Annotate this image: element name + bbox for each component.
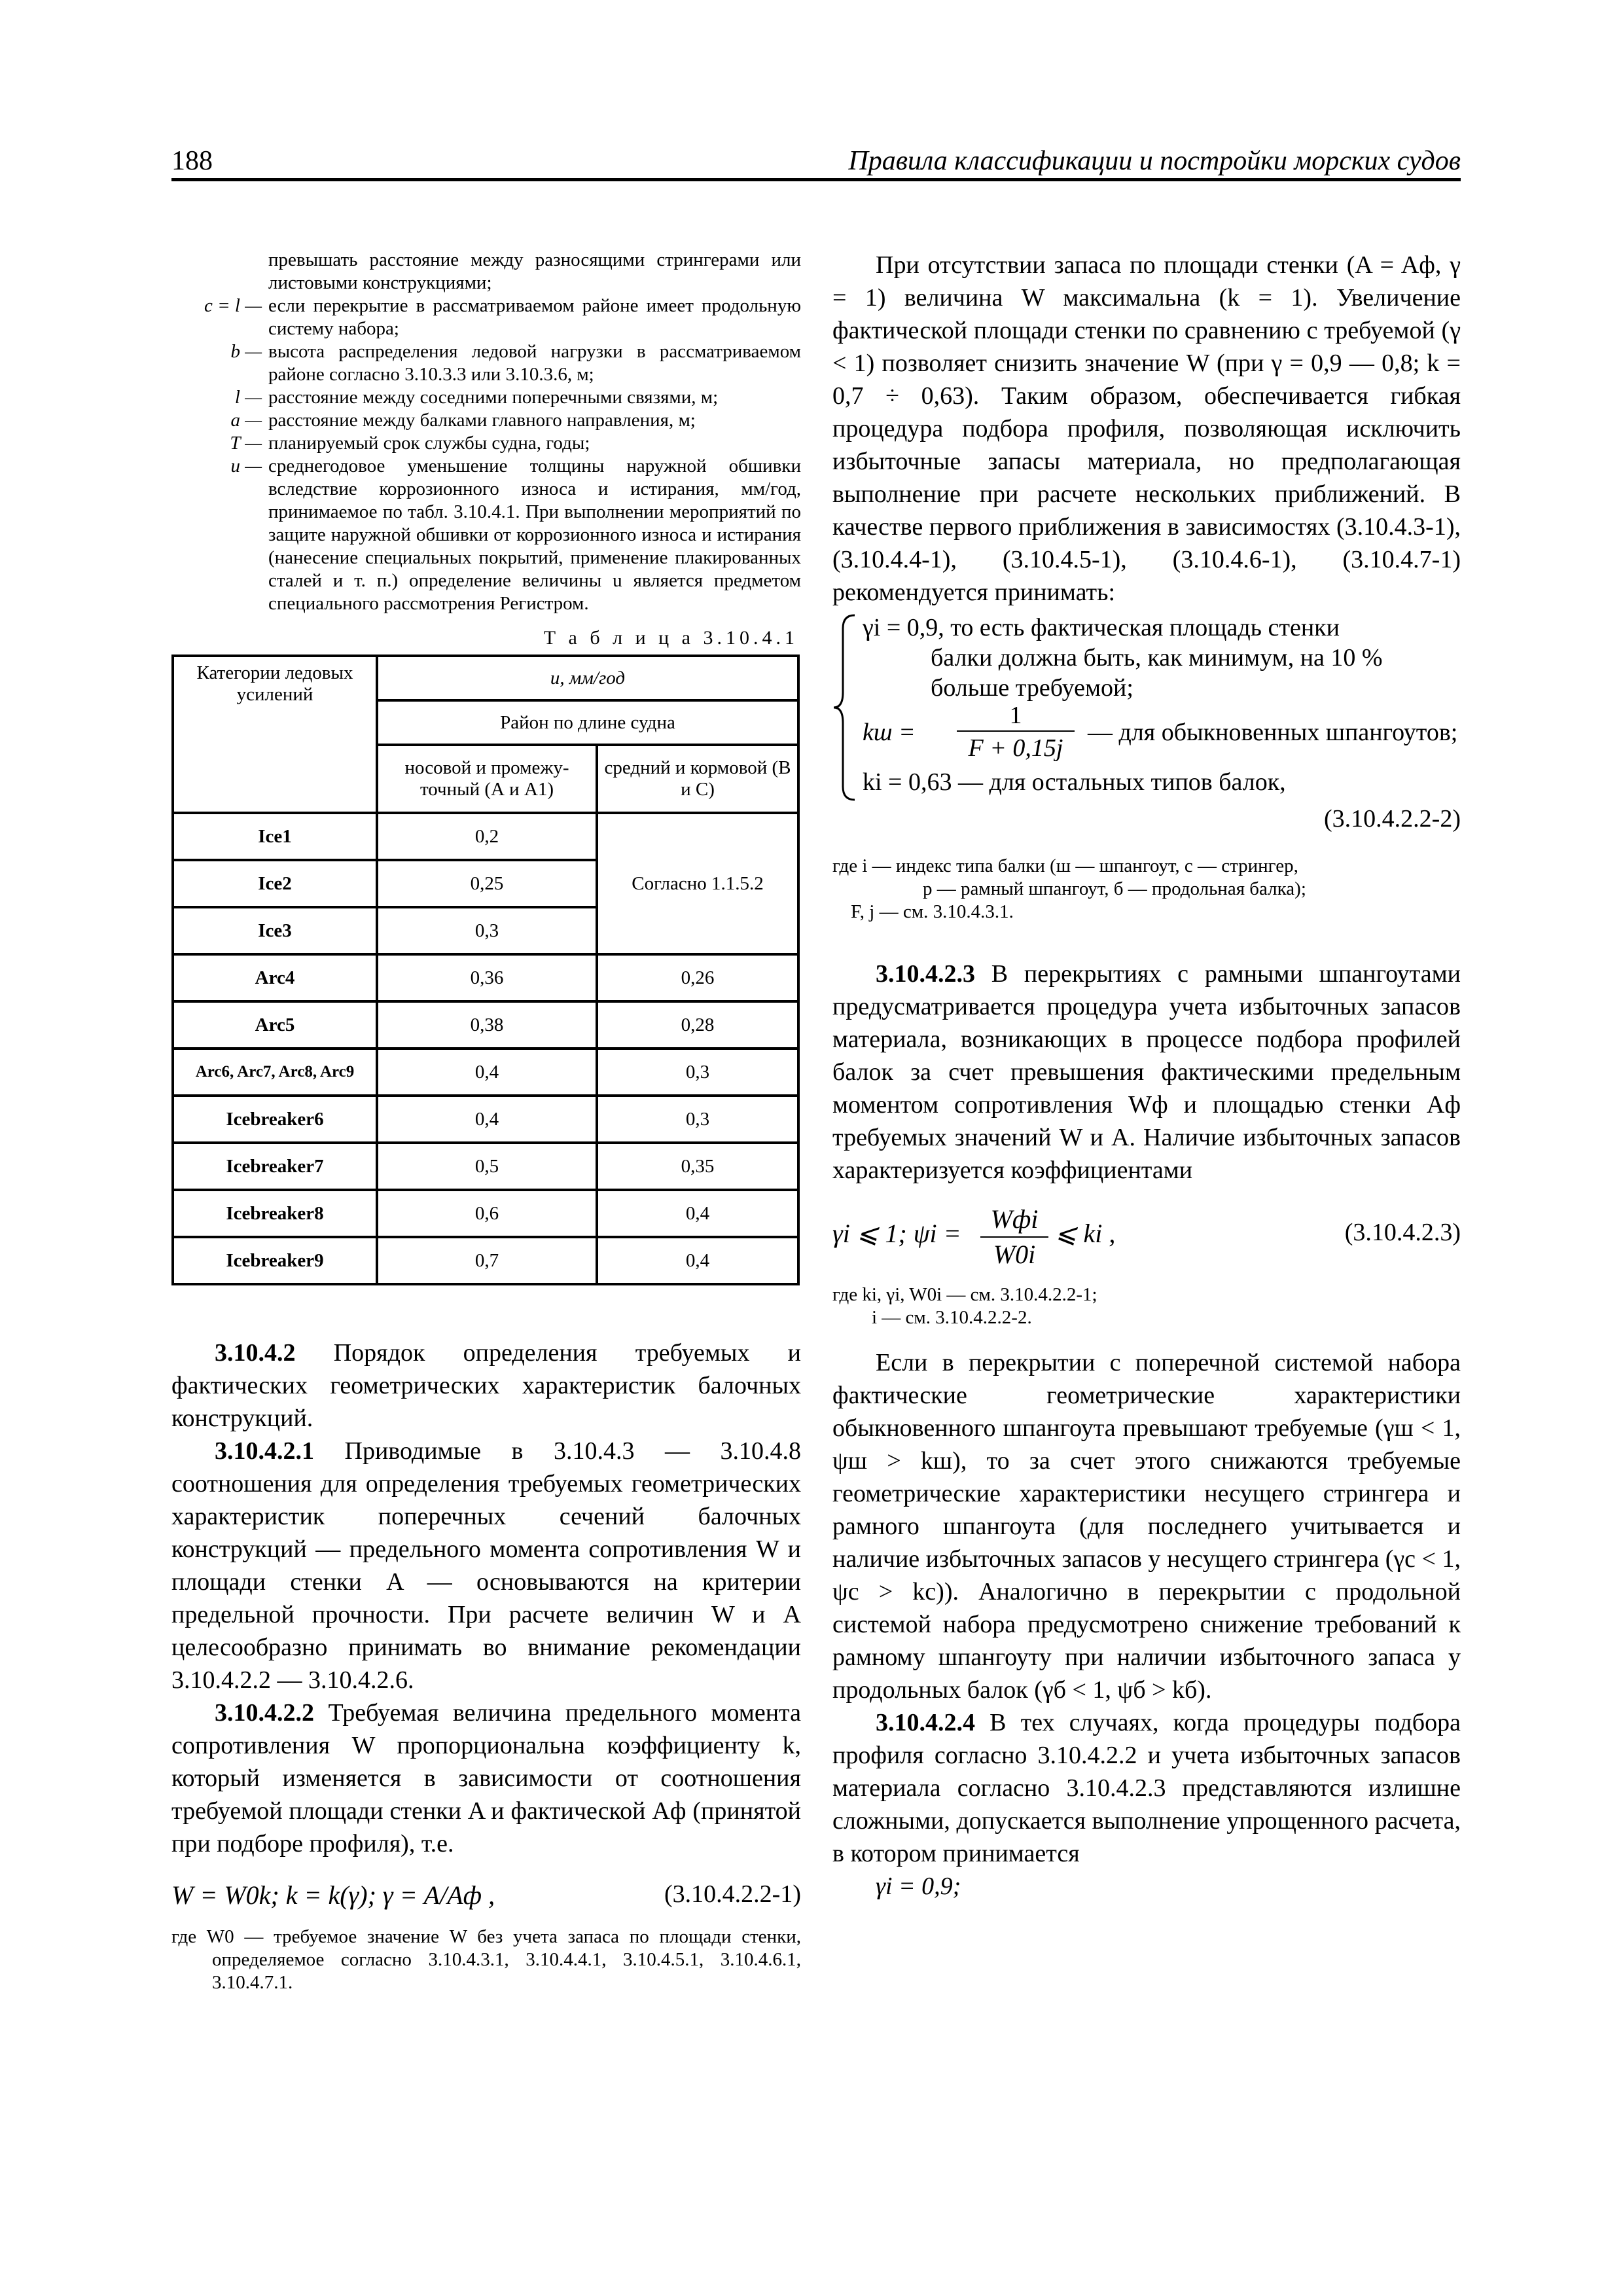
bow-value-cell: 0,5	[377, 1143, 597, 1190]
table-row	[173, 1001, 798, 1049]
paragraph-3-10-4-2-2	[171, 1696, 801, 1860]
gamma-line-3: больше требуемой;	[931, 674, 1133, 702]
k-frame-denominator: F + 0,15j	[968, 734, 1063, 762]
category-cell: Icebreaker8	[173, 1190, 377, 1237]
header-rule	[171, 178, 1461, 181]
clause-number: 3.10.4.2.3	[876, 960, 975, 988]
definition-item	[171, 340, 801, 386]
clause-number: 3.10.4.2.1	[215, 1437, 314, 1465]
left-column	[171, 249, 801, 1994]
aft-value-cell: 0,4	[597, 1190, 798, 1237]
category-cell: Arc4	[173, 954, 377, 1001]
definition-text: расстояние между соседними поперечными связями, м;	[268, 387, 719, 408]
where-i: i — см. 3.10.4.2.2-2.	[872, 1307, 1032, 1328]
category-cell: Ice1	[173, 813, 377, 860]
fraction-bar	[957, 730, 1075, 732]
aft-value-cell: 0,4	[597, 1237, 798, 1284]
table-caption: Т а б л и ц а 3.10.4.1	[543, 627, 798, 649]
bow-value-cell: 0,2	[377, 813, 597, 860]
header-aft: средний и кормовой (В и С)	[597, 745, 798, 813]
table-row	[173, 1143, 798, 1190]
running-title: Правила классификации и постройки морских судов	[848, 146, 1461, 176]
bow-value-cell: 0,36	[377, 954, 597, 1001]
formula-text: W = W0k; k = k(γ); γ = A/Aф ,	[171, 1880, 495, 1910]
where-coefficients: где ki, γi, W0i — см. 3.10.4.2.2-1;	[832, 1284, 1097, 1305]
definition-symbol: T —	[230, 433, 262, 454]
fraction-bar	[980, 1236, 1048, 1238]
k-frame-lhs: kш =	[863, 719, 916, 746]
paragraph-3-10-4-2-3	[832, 958, 1461, 1187]
definition-symbol: l —	[234, 387, 262, 408]
k-frame-description: — для обыкновенных шпангоутов;	[1088, 719, 1458, 746]
header-region: Район по длине судна	[377, 700, 798, 745]
formula-rhs: ⩽ ki ,	[1055, 1219, 1116, 1248]
paragraph-3-10-4-2-1	[171, 1435, 801, 1696]
definition-symbol: c = l —	[204, 295, 262, 316]
category-cell: Arc5	[173, 1001, 377, 1049]
formula-number: (3.10.4.2.2-1)	[664, 1880, 801, 1908]
recommended-values-system	[832, 613, 1461, 802]
definition-symbol: a —	[230, 410, 262, 431]
aft-value-cell: 0,26	[597, 954, 798, 1001]
aft-value-cell: 0,35	[597, 1143, 798, 1190]
formula-3-10-4-2-3	[832, 1204, 1461, 1276]
k-frame-numerator: 1	[1009, 702, 1022, 729]
bow-value-cell: 0,7	[377, 1237, 597, 1284]
table-row	[173, 1049, 798, 1096]
aft-value-cell: 0,3	[597, 1096, 798, 1143]
definition-item	[171, 386, 801, 409]
definition-text: среднегодовое уменьшение толщины наружной обшивки вследствие коррозионного износа и истирания, мм/год, принимаемое по табл. 3.10.4.1. При выполнении мероприятий по защите наружной обшивки от коррозионного износа и истирания (нанесение специальных покрытий, применение плакированных сталей и т. п.) определение величины u является предметом специального рассмотрения Регистром.	[268, 456, 801, 614]
formula-3-10-4-2-2-1	[171, 1880, 801, 1926]
formula-numerator: Wфi	[990, 1204, 1039, 1234]
clause-number: 3.10.4.2.2	[215, 1699, 314, 1727]
definition-text: высота распределения ледовой нагрузки в рассматриваемом районе согласно 3.10.3.3 или 3.10.3.6, м;	[268, 341, 801, 385]
category-cell: Icebreaker7	[173, 1143, 377, 1190]
aft-value-cell: 0,3	[597, 1049, 798, 1096]
clause-text: В перекрытиях с рамными шпангоутами предусматривается процедура учета избыточных запасов материала, возникающих в процессе подбора профилей балок за счет превышения фактическими предельным моментом сопротивления Wф и площадью стенки Aф требуемых значений W и A. Наличие избыточных запасов характеризуется коэффициентами	[832, 960, 1461, 1184]
paragraph-3-10-4-2	[171, 1336, 801, 1435]
definition-item	[171, 409, 801, 432]
clause-number: 3.10.4.2	[215, 1339, 296, 1367]
formula-number-2: (3.10.4.2.2-2)	[1324, 805, 1461, 833]
header-bow: носовой и промежу-точный (А и А1)	[377, 745, 597, 813]
header-category: Категории ледовых усилений	[173, 656, 377, 813]
definition-symbol: b —	[230, 341, 262, 362]
clause-text: Приводимые в 3.10.4.3 — 3.10.4.8 соотношения для определения требуемых геометрических характеристик поперечных сечений балочных конструкций — предельного момента сопротивления W и площади стенки A — основываются на критерии предельной прочности. При расчете величин W и A целесообразно принимать во внимание рекомендации 3.10.4.2.2 — 3.10.4.2.6.	[171, 1437, 801, 1694]
definition-item	[171, 455, 801, 615]
category-cell: Icebreaker6	[173, 1096, 377, 1143]
definition-text: планируемый срок службы судна, годы;	[268, 433, 590, 454]
category-cell: Ice2	[173, 860, 377, 907]
formula-denominator: W0i	[993, 1240, 1036, 1269]
clause-text: Порядок определения требуемых и фактических геометрических характеристик балочных конструкций.	[171, 1339, 801, 1432]
page-header	[171, 145, 1461, 182]
bow-value-cell: 0,6	[377, 1190, 597, 1237]
bow-value-cell: 0,4	[377, 1096, 597, 1143]
definition-continuation: превышать расстояние между разносящими стрингерами или листовыми конструкциями;	[268, 249, 801, 293]
clause-text: В тех случаях, когда процедуры подбора профиля согласно 3.10.4.2.2 и учета избыточных запасов материала согласно 3.10.4.2.3 представляются излишне сложными, допускается выполнение упрощенного расчета, в котором принимается	[832, 1709, 1461, 1867]
where-fj: F, j — см. 3.10.4.3.1.	[851, 901, 1014, 922]
table-row	[173, 813, 798, 860]
category-cell: Icebreaker9	[173, 1237, 377, 1284]
definitions-list	[171, 295, 801, 615]
where-index-cont: р — рамный шпангоут, б — продольная балка);	[923, 878, 1306, 899]
definition-text: если перекрытие в рассматриваемом районе имеет продольную систему набора;	[268, 295, 801, 339]
page-number: 188	[171, 146, 213, 176]
formula-simplified: γi = 0,9;	[876, 1873, 961, 1900]
gamma-line-2: балки должна быть, как минимум, на 10 %	[931, 644, 1383, 672]
merged-note-cell: Согласно 1.1.5.2	[597, 813, 798, 954]
table-row	[173, 1190, 798, 1237]
bow-value-cell: 0,3	[377, 907, 597, 954]
category-cell: Arc6, Arc7, Arc8, Arc9	[173, 1049, 377, 1096]
header-u: u, мм/год	[377, 656, 798, 700]
paragraph-3-10-4-2-4	[832, 1706, 1461, 1870]
clause-number: 3.10.4.2.4	[876, 1709, 975, 1736]
aft-value-cell: 0,28	[597, 1001, 798, 1049]
table-row	[173, 1096, 798, 1143]
category-cell: Ice3	[173, 907, 377, 954]
definition-item	[171, 432, 801, 455]
bow-value-cell: 0,38	[377, 1001, 597, 1049]
corrosion-table	[171, 655, 800, 1285]
where-index: где i — индекс типа балки (ш — шпангоут, с — стрингер,	[832, 855, 1298, 876]
right-column	[832, 249, 1461, 1903]
gamma-line: γi = 0,9, то есть фактическая площадь стенки	[863, 614, 1340, 641]
bow-value-cell: 0,4	[377, 1049, 597, 1096]
clause-text: Требуемая величина предельного момента сопротивления W пропорциональна коэффициенту k, который изменяется в зависимости от соотношения требуемой площади стенки A и фактической Aф (принятой при подборе профиля), т.е.	[171, 1699, 801, 1857]
formula-lhs: γi ⩽ 1; ψi =	[832, 1219, 961, 1248]
formula-explanation: где W0 — требуемое значение W без учета запаса по площади стенки, определяемое согласно 3.10.4.3.1, 3.10.4.4.1, 3.10.4.5.1, 3.10.4.6.1, 3.10.4.7.1.	[171, 1926, 801, 1993]
definition-symbol: u —	[230, 456, 262, 476]
k-other-line: ki = 0,63 — для остальных типов балок,	[863, 768, 1286, 796]
definition-text: расстояние между балками главного направления, м;	[268, 410, 696, 431]
table-row	[173, 954, 798, 1001]
formula-number: (3.10.4.2.3)	[1344, 1219, 1461, 1246]
paragraph-no-reserve: При отсутствии запаса по площади стенки (A = Aф, γ = 1) величина W максимальна (k = 1). Увеличение фактической площади стенки по сравнению с требуемой (γ < 1) позволяет снизить значение W (при γ = 0,9 — 0,8; k = 0,7 ÷ 0,63). Таким образом, обеспечивается гибкая процедура подбора профиля, позволяющая исключить избыточные запасы материала, но предполагающая выполнение при расчете нескольких приближений. В качестве первого приближения в зависимостях (3.10.4.3-1), (3.10.4.4-1), (3.10.4.5-1), (3.10.4.6-1), (3.10.4.7-1) рекомендуется принимать:	[832, 251, 1461, 606]
table-row	[173, 1237, 798, 1284]
definition-item	[171, 295, 801, 340]
curly-brace-icon	[832, 613, 859, 802]
bow-value-cell: 0,25	[377, 860, 597, 907]
paragraph-transverse-system: Если в перекрытии с поперечной системой набора фактические геометрические характеристики обыкновенного шпангоута превышают требуемые (γш < 1, ψш > kш), то за счет этого снижаются требуемые геометрические характеристики несущего стрингера и рамного шпангоута (для последнего учитывается и наличие избыточных запасов у несущего стрингера (γс < 1, ψс > kс)). Аналогично в перекрытии с продольной системой набора предусмотрено снижение требований к рамному шпангоуту при наличии избыточного запаса у продольных балок (γб < 1, ψб > kб).	[832, 1349, 1461, 1704]
